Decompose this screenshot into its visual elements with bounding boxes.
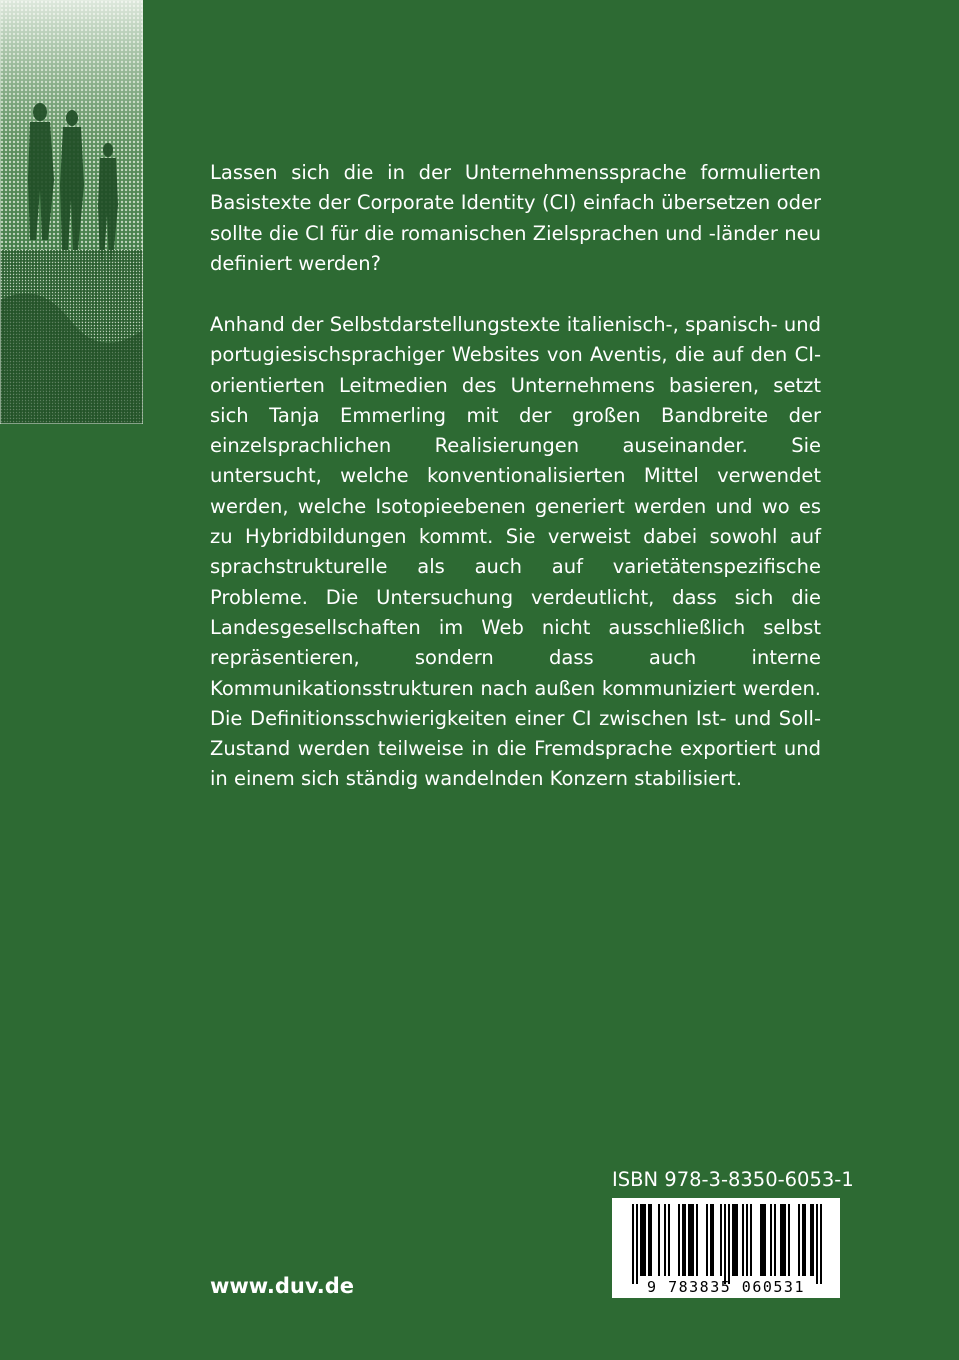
barcode-bar <box>762 1204 764 1276</box>
barcode-bar <box>664 1204 666 1276</box>
barcode-bar <box>810 1204 812 1276</box>
description-paragraph-1: Lassen sich die in der Unternehmenssprache formulierten Basistexte der Corporate Identity (CI) einfach übersetzen oder sollte die CI für die romanischen Zielsprachen und -länder neu definiert werden? <box>210 161 821 275</box>
barcode-bar <box>650 1204 652 1276</box>
barcode-bar <box>682 1204 684 1276</box>
barcode-bar <box>780 1204 782 1276</box>
barcode-bar <box>644 1204 646 1276</box>
barcode-bar <box>684 1204 686 1276</box>
barcode-bar <box>734 1204 736 1276</box>
barcode-bar <box>750 1204 752 1276</box>
barcode-bar <box>688 1204 690 1276</box>
barcode-bar <box>804 1204 806 1276</box>
barcode-bar <box>678 1204 680 1276</box>
barcode-bar <box>710 1204 712 1276</box>
barcode-bar <box>736 1204 738 1276</box>
barcode-bar <box>732 1204 734 1276</box>
barcode-bar <box>668 1204 670 1276</box>
barcode-bar <box>788 1204 790 1276</box>
cover-photo-image <box>0 0 143 424</box>
barcode-digits: 9 783835 060531 <box>647 1278 805 1296</box>
barcode-bar <box>648 1204 650 1276</box>
barcode-bar <box>816 1204 818 1284</box>
barcode-bar <box>798 1204 800 1276</box>
barcode-bar <box>742 1204 744 1276</box>
barcode-bar <box>712 1204 714 1276</box>
barcode-bar <box>774 1204 776 1276</box>
barcode-bar <box>782 1204 784 1276</box>
isbn-label: ISBN 978-3-8350-6053-1 <box>612 1168 854 1191</box>
barcode-bar <box>696 1204 698 1276</box>
barcode-bar <box>820 1204 822 1284</box>
publisher-website[interactable]: www.duv.de <box>210 1274 355 1298</box>
barcode-bar <box>760 1204 762 1276</box>
barcode-bar <box>642 1204 644 1276</box>
barcode-bar <box>632 1204 634 1284</box>
barcode-bar <box>770 1204 772 1276</box>
barcode-bar <box>764 1204 766 1276</box>
barcode-bar <box>692 1204 694 1276</box>
barcode-bar <box>720 1204 722 1276</box>
barcode-bar <box>706 1204 708 1276</box>
barcode-bar <box>690 1204 692 1276</box>
barcode-bar <box>784 1204 786 1276</box>
barcode-bar <box>812 1204 814 1276</box>
barcode-bar <box>728 1204 730 1284</box>
barcode <box>612 1198 840 1298</box>
ean13-barcode-icon <box>612 1198 840 1298</box>
barcode-bar <box>658 1204 660 1276</box>
barcode-bar <box>636 1204 638 1284</box>
barcode-bar <box>802 1204 804 1276</box>
description-paragraph-2: Anhand der Selbstdarstellungstexte italienisch-, spanisch- und portugiesischsprachiger Websites von Aventis, die auf den CI-orientierten Leitmedien des Unternehmens basieren, setzt sich Tanja Emmerling mit der großen Bandbreite der einzelsprachlichen Realisierungen auseinander. Sie untersucht, welche konventionalisierten Mittel verwendet werden, welche Isotopieebenen generiert werden und wo es zu Hybridbildungen kommt. Sie verweist dabei sowohl auf sprachstrukturelle als auch auf varietätenspezifische Probleme. Die Untersuchung verdeutlicht, dass sich die Landesgesellschaften im Web nicht ausschließlich selbst repräsentieren, sondern dass auch interne Kommunikationsstrukturen nach außen kommuniziert werden. Die Definitionsschwierigkeiten einer CI zwischen Ist- und Soll-Zustand werden teilweise in die Fremdsprache exportiert und in einem sich ständig wandelnden Konzern stabilisiert. <box>210 313 821 791</box>
barcode-bar <box>724 1204 726 1284</box>
barcode-bar <box>746 1204 748 1276</box>
barcode-bar <box>640 1204 642 1276</box>
